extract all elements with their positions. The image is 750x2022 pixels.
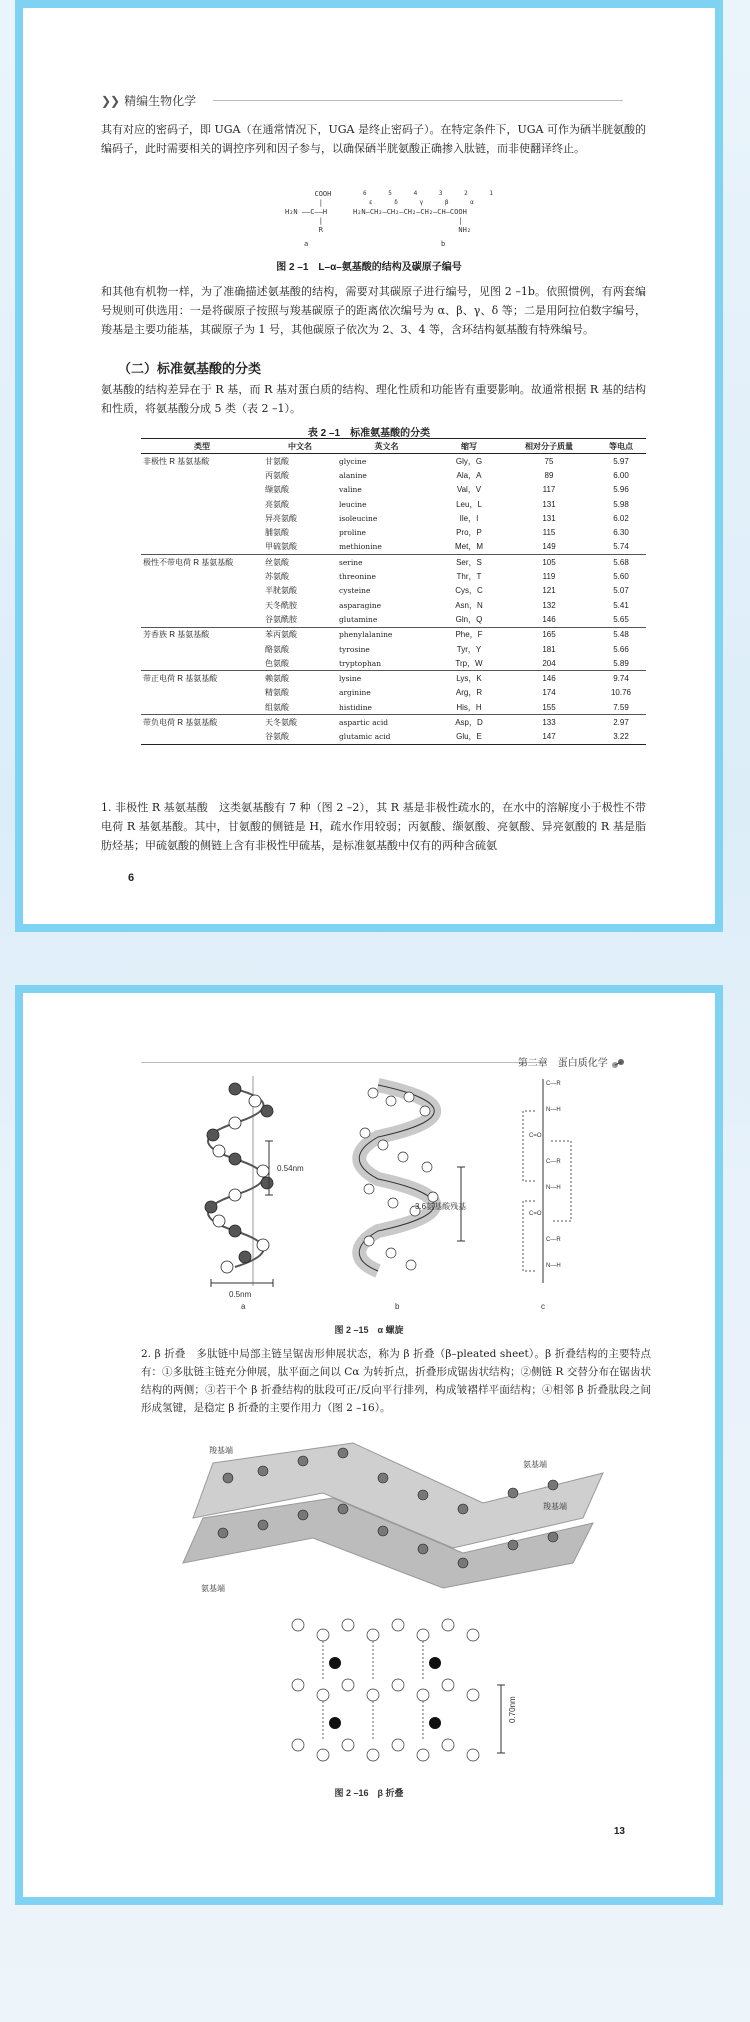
- cell-chinese: 苏氨酸: [265, 572, 289, 582]
- table-row: [141, 483, 646, 497]
- cell-english: valine: [339, 485, 362, 495]
- cell-mw: 115: [542, 528, 556, 538]
- cell-english: methionine: [339, 542, 382, 552]
- chapter-title: 第二章 蛋白质化学: [517, 1058, 608, 1069]
- table-row: [141, 555, 646, 570]
- cell-pi: 10.76: [610, 688, 632, 698]
- cell-type: 极性不带电荷 R 基氨基酸: [141, 555, 263, 570]
- cell-type: [141, 525, 263, 539]
- cell-pi: 5.41: [613, 600, 629, 610]
- cell-chinese: 甘氨酸: [265, 456, 289, 466]
- cell-english: alanine: [339, 470, 367, 480]
- carboxyl-end-label-2: 羧基端: [543, 1502, 567, 1511]
- cell-chinese: 精氨酸: [265, 688, 289, 698]
- cell-mw: 146: [502, 671, 596, 686]
- cell-pi: 9.74: [596, 671, 646, 686]
- table-header-row: [141, 439, 646, 454]
- cell-pi: 5.89: [613, 658, 629, 668]
- cell-abbr: Leu，L: [456, 499, 482, 509]
- cell-chinese: 半胱氨酸: [265, 586, 297, 596]
- page-number: 13: [613, 1826, 625, 1837]
- table-row: [141, 686, 646, 700]
- paragraph-classification: 氨基酸的结构差异在于 R 基，而 R 基对蛋白质的结构、理化性质和功能皆有重要影响。故通常根据 R 基的结构和性质，将氨基酸分成 5 类（表 2 –1）。: [101, 383, 646, 415]
- double-chevron-icon: ❯❯: [101, 94, 120, 108]
- cell-mw: 119: [542, 572, 556, 582]
- cell-type: [141, 584, 263, 598]
- cell-type: [141, 497, 263, 511]
- cell-type: [141, 700, 263, 715]
- cell-english: cysteine: [339, 586, 371, 596]
- cell-type: [141, 483, 263, 497]
- table-row: [141, 627, 646, 642]
- table-row: [141, 511, 646, 525]
- table-row: [141, 671, 646, 686]
- greek-carbon-labels: ε δ γ β α: [369, 199, 474, 206]
- cell-mw: 174: [542, 688, 556, 698]
- cell-abbr: Thr，T: [456, 572, 482, 582]
- cell-english: arginine: [339, 688, 371, 698]
- width-label: 0.5nm: [229, 1290, 252, 1299]
- table-row: [141, 569, 646, 583]
- cell-type: [141, 540, 263, 555]
- cell-chinese: 异亮氨酸: [265, 513, 297, 523]
- carboxyl-end-label-1: 羧基端: [209, 1446, 233, 1455]
- col-header-abbr: 缩写: [436, 439, 502, 454]
- cell-mw: 131: [542, 513, 556, 523]
- cell-abbr: Ile，I: [459, 513, 479, 523]
- table-row: [141, 454, 646, 469]
- amino-acid-table: [141, 438, 646, 745]
- cell-mw: 146: [542, 614, 556, 624]
- cell-mw: 75: [544, 456, 554, 466]
- cell-abbr: Glu，E: [436, 730, 502, 745]
- chapter-header: [518, 1054, 625, 1070]
- cell-abbr: Asp，D: [436, 715, 502, 730]
- cell-abbr: Ala，A: [456, 470, 482, 480]
- table-row: [141, 468, 646, 482]
- cell-english: glycine: [339, 456, 367, 466]
- cell-abbr: Tyr，Y: [456, 644, 482, 654]
- beta-strand-atom-diagram: [292, 1619, 505, 1761]
- cell-chinese: 脯氨酸: [265, 528, 289, 538]
- strand-spacing-label: 0.70nm: [508, 1696, 517, 1723]
- cell-english: lysine: [337, 671, 436, 686]
- svg-text:N—H: N—H: [546, 1107, 561, 1113]
- cell-english: glutamine: [339, 614, 378, 624]
- table-2-1-title: 表 2 –1 标准氨基酸的分类: [307, 428, 431, 439]
- cell-pi: 5.74: [613, 542, 629, 552]
- cell-mw: 149: [542, 542, 556, 552]
- label-a: a: [304, 240, 309, 248]
- cell-mw: 89: [544, 470, 554, 480]
- cell-pi: 6.30: [613, 528, 629, 538]
- table-row: [141, 540, 646, 555]
- cell-english: glutamic acid: [337, 730, 436, 745]
- table-row: [141, 642, 646, 656]
- cell-english: tyrosine: [339, 644, 370, 654]
- cell-type: [141, 612, 263, 627]
- paragraph-carbon-numbering: 和其他有机物一样，为了准确描述氨基酸的结构，需要对其碳原子进行编号，见图 2 –1b。依照惯例，有两套编号规则可供选用：一是将碳原子按照与羧基碳原子的距离依次编号为 α、β、γ、δ 等；二是用阿拉伯数字编号，羧基是主要功能基，其碳原子为 1 号，其他碳原子依次为 2、3、4 等，含环结构氨基酸有特殊编号。: [101, 285, 646, 336]
- table-row: [141, 584, 646, 598]
- cell-pi: 5.68: [596, 555, 646, 570]
- cell-abbr: Pro，P: [456, 528, 482, 538]
- cell-mw: 117: [542, 485, 556, 495]
- cell-pi: 5.07: [613, 586, 629, 596]
- cell-english: phenylalanine: [337, 627, 436, 642]
- cell-abbr: Phe，F: [436, 627, 502, 642]
- amino-end-label-1: 氨基端: [523, 1460, 547, 1469]
- table-row: [141, 497, 646, 511]
- col-header-type: 类型: [141, 439, 263, 454]
- cell-mw: 165: [502, 627, 596, 642]
- cell-abbr: Trp，W: [455, 658, 483, 668]
- cell-pi: 5.66: [613, 644, 629, 654]
- cell-type: [141, 468, 263, 482]
- table-row: [141, 598, 646, 612]
- cell-mw: 147: [502, 730, 596, 745]
- cell-abbr: Ser，S: [436, 555, 502, 570]
- cell-mw: 133: [502, 715, 596, 730]
- cell-chinese: 谷氨酰胺: [265, 614, 297, 624]
- lysine-numbered-structure: H₂N—CH₂—CH₂—CH₂—CH₂—CH—COOH | NH₂: [353, 208, 472, 234]
- cell-abbr: Val，V: [456, 485, 482, 495]
- cell-chinese: 谷氨酸: [263, 730, 337, 745]
- residue-per-turn-label: 3.6氨基酸残基: [415, 1202, 467, 1211]
- cell-mw: 155: [542, 702, 556, 712]
- beta-sheet-figure: [23, 1423, 715, 1823]
- table-row: [141, 715, 646, 730]
- cell-type: 带负电荷 R 基氨基酸: [141, 715, 263, 730]
- cell-pi: 5.65: [613, 614, 629, 624]
- page-number: 6: [128, 872, 135, 884]
- panel-a-label: a: [241, 1302, 246, 1311]
- molecule-icon: [611, 1058, 625, 1070]
- cell-chinese: 色氨酸: [265, 658, 289, 668]
- cell-mw: 131: [542, 499, 556, 509]
- table-row: [141, 525, 646, 539]
- table-row: [141, 612, 646, 627]
- col-header-pi: 等电点: [596, 439, 646, 454]
- cell-chinese: 丝氨酸: [263, 555, 337, 570]
- svg-text:C=O: C=O: [529, 1133, 542, 1139]
- cell-english: serine: [337, 555, 436, 570]
- amino-end-label-2: 氨基端: [201, 1584, 225, 1593]
- cell-chinese: 丙氨酸: [265, 470, 289, 480]
- cell-mw: 204: [542, 658, 556, 668]
- paragraph-beta-sheet: 2. β 折叠 多肽链中局部主链呈锯齿形伸展状态，称为 β 折叠（β–pleated sheet）。β 折叠结构的主要特点有：①多肽链主链充分伸展，肽平面之间以 Cα 为转折点，折叠形成锯齿状结构；②侧链 R 交替分布在锯齿状结构的两侧；③若干个 β 折叠结构的肽段可正/反向平行排列，构成皱褶样平面结构；④相邻 β 折叠肽段之间形成氢键，是稳定 β 折叠的主要作用力（图 2 –16）。: [141, 1348, 651, 1414]
- book-page-6: [15, 0, 723, 932]
- label-b: b: [441, 240, 446, 248]
- header-rule: [213, 100, 623, 101]
- svg-text:C—R: C—R: [546, 1081, 561, 1087]
- cell-mw: 121: [542, 586, 556, 596]
- cell-chinese: 天冬氨酸: [263, 715, 337, 730]
- cell-type: 非极性 R 基氨基酸: [143, 456, 210, 466]
- cell-pi: 5.98: [613, 499, 629, 509]
- cell-mw: 181: [542, 644, 556, 654]
- table-body: [141, 454, 646, 745]
- paragraph-nonpolar: 1. 非极性 R 基氨基酸 这类氨基酸有 7 种（图 2 –2），其 R 基是非极性疏水的，在水中的溶解度小于极性不带电荷 R 基氨基酸。其中，甘氨酸的侧链是 H，疏水作用较弱；丙氨酸、缬氨酸、亮氨酸、异亮氨酸的 R 基是脂肪烃基；甲硫氨酸的侧链上含有非极性甲硫基，是标准氨基酸中仅有的两种含硫氨: [101, 801, 646, 852]
- cell-type: [141, 656, 263, 671]
- table-row: [141, 656, 646, 671]
- cell-pi: 6.02: [613, 513, 629, 523]
- col-header-chinese: 中文名: [263, 439, 337, 454]
- table-row: [141, 730, 646, 745]
- cell-pi: 3.22: [596, 730, 646, 745]
- book-title: 精编生物化学: [124, 94, 197, 108]
- col-header-english: 英文名: [337, 439, 436, 454]
- cell-type: [141, 686, 263, 700]
- cell-abbr: Arg，R: [455, 688, 483, 698]
- cell-mw: 105: [502, 555, 596, 570]
- section-title: （二）标准氨基酸的分类: [118, 361, 262, 376]
- cell-abbr: Gly，G: [455, 456, 483, 466]
- header-rule: [141, 1062, 547, 1063]
- table-row: [141, 700, 646, 715]
- svg-text:N—H: N—H: [546, 1263, 561, 1269]
- panel-c-label: c: [541, 1302, 545, 1311]
- cell-english: asparagine: [339, 600, 382, 610]
- cell-abbr: His，H: [456, 702, 482, 712]
- cell-type: [141, 569, 263, 583]
- cell-english: aspartic acid: [337, 715, 436, 730]
- cell-english: isoleucine: [339, 513, 378, 523]
- cell-abbr: Lys，K: [436, 671, 502, 686]
- hydrogen-bond-schematic: [523, 1079, 571, 1283]
- cell-type: [141, 730, 263, 745]
- book-page-13: [15, 985, 723, 1905]
- cell-pi: 5.60: [613, 572, 629, 582]
- helix-ribbon-model: [359, 1085, 465, 1271]
- cell-chinese: 苯丙氨酸: [263, 627, 337, 642]
- cell-english: leucine: [339, 499, 367, 509]
- cell-abbr: Gln，Q: [455, 614, 483, 624]
- cell-chinese: 天冬酰胺: [265, 600, 297, 610]
- cell-english: tryptophan: [339, 658, 382, 668]
- helix-ball-model: [205, 1076, 273, 1287]
- figure-2-1-caption: 图 2 –1 L–α–氨基酸的结构及碳原子编号: [276, 262, 462, 273]
- cell-type: 带正电荷 R 基氨基酸: [141, 671, 263, 686]
- cell-pi: 7.59: [613, 702, 629, 712]
- cell-chinese: 赖氨酸: [263, 671, 337, 686]
- figure-2-15-caption: 图 2 –15 α 螺旋: [334, 1325, 404, 1335]
- figure-2-16-caption: 图 2 –16 β 折叠: [334, 1788, 404, 1798]
- cell-english: threonine: [339, 572, 376, 582]
- cell-abbr: Met，M: [455, 542, 483, 552]
- cell-mw: 132: [542, 600, 556, 610]
- cell-chinese: 组氨酸: [265, 702, 289, 712]
- cell-pi: 2.97: [596, 715, 646, 730]
- cell-chinese: 甲硫氨酸: [265, 542, 297, 552]
- pitch-label: 0.54nm: [277, 1164, 304, 1173]
- cell-abbr: Asn，N: [455, 600, 483, 610]
- cell-pi: 5.97: [613, 456, 629, 466]
- cell-type: [141, 511, 263, 525]
- carbon-number-labels: 6 5 4 3 2 1: [363, 190, 494, 197]
- alpha-helix-figure: [23, 1071, 715, 1311]
- cell-type: [141, 642, 263, 656]
- cell-english: histidine: [339, 702, 372, 712]
- cell-chinese: 缬氨酸: [265, 485, 289, 495]
- cell-pi: 6.00: [613, 470, 629, 480]
- cell-type: 芳香族 R 基氨基酸: [141, 627, 263, 642]
- cell-pi: 5.96: [613, 485, 629, 495]
- cell-abbr: Cys，C: [455, 586, 483, 596]
- cell-type: [141, 598, 263, 612]
- running-header: [101, 92, 196, 109]
- cell-chinese: 酪氨酸: [265, 644, 289, 654]
- panel-b-label: b: [395, 1302, 400, 1311]
- svg-text:C=O: C=O: [529, 1211, 542, 1217]
- svg-text:N—H: N—H: [546, 1185, 561, 1191]
- cell-english: proline: [339, 528, 366, 538]
- col-header-mw: 相对分子质量: [502, 439, 596, 454]
- svg-text:C—R: C—R: [546, 1237, 561, 1243]
- svg-text:C—R: C—R: [546, 1159, 561, 1165]
- amino-acid-general-structure: COOH | H₂N ——C——H | R: [285, 190, 332, 234]
- cell-chinese: 亮氨酸: [265, 499, 289, 509]
- paragraph-selenocysteine: 其有对应的密码子，即 UGA（在通常情况下，UGA 是终止密码子）。在特定条件下，UGA 可作为硒半胱氨酸的编码子，此时需要相关的调控序列和因子参与，以确保硒半胱氨酸正确掺入肽链，而非使翻译终止。: [101, 123, 646, 155]
- cell-pi: 5.48: [596, 627, 646, 642]
